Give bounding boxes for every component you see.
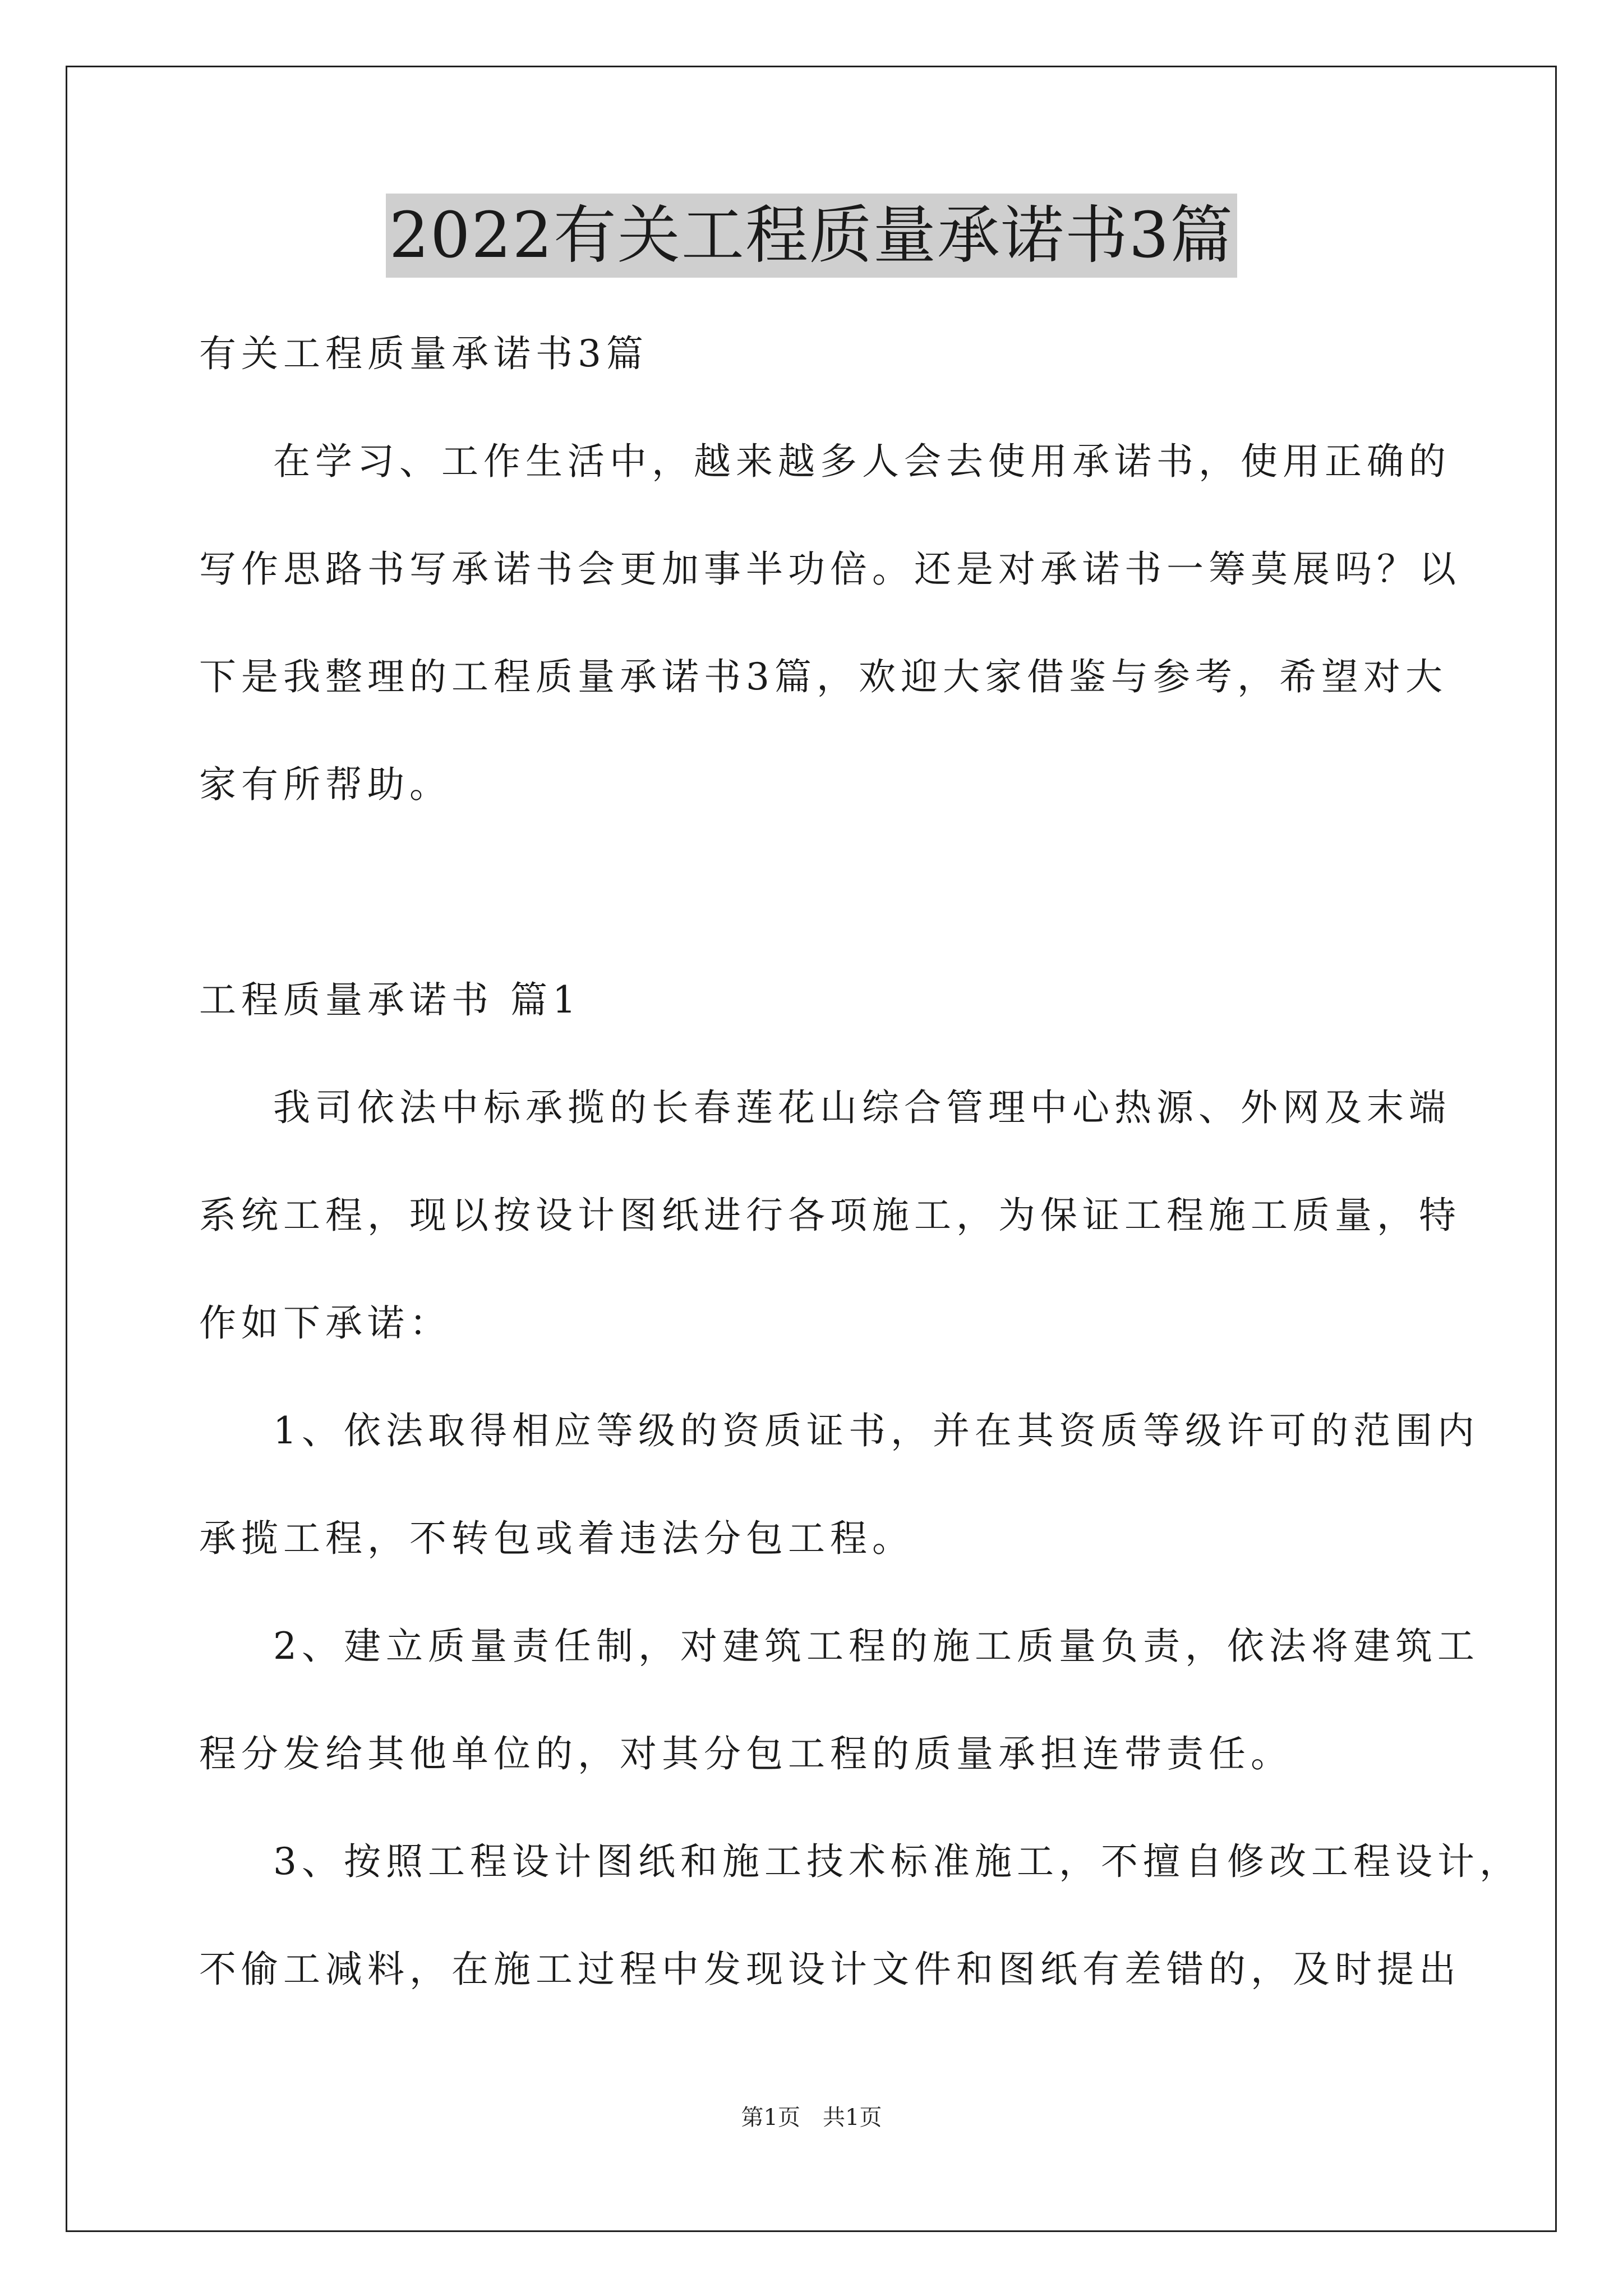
commitment-item-1-line: 承揽工程，不转包或着违法分包工程。 [199, 1517, 914, 1560]
paragraph-gap [199, 839, 1427, 946]
section-intro-line: 系统工程，现以按设计图纸进行各项施工，为保证工程施工质量，特 [199, 1194, 1461, 1237]
document-body [199, 300, 1521, 2023]
intro-line: 下是我整理的工程质量承诺书3篇，欢迎大家借鉴与参考，希望对大 [199, 655, 1447, 698]
title-container [0, 194, 1623, 278]
section-heading: 工程质量承诺书 篇1 [199, 978, 581, 1022]
commitment-item-2-line: 2、建立质量责任制，对建筑工程的施工质量负责，依法将建筑工 [273, 1625, 1479, 1668]
document-subtitle: 有关工程质量承诺书3篇 [199, 332, 648, 375]
commitment-item-2-line: 程分发给其他单位的，对其分包工程的质量承担连带责任。 [199, 1732, 1293, 1775]
document-title: 2022有关工程质量承诺书3篇 [386, 194, 1237, 278]
commitment-item-3-line: 3、按照工程设计图纸和施工技术标准施工，不擅自修改工程设计， [273, 1840, 1521, 1883]
section-intro-line: 我司依法中标承揽的长春莲花山综合管理中心热源、外网及末端 [273, 1086, 1451, 1129]
intro-line: 在学习、工作生活中，越来越多人会去使用承诺书，使用正确的 [273, 440, 1451, 483]
intro-line: 家有所帮助。 [199, 763, 451, 806]
intro-line: 写作思路书写承诺书会更加事半功倍。还是对承诺书一筹莫展吗？以 [199, 547, 1461, 591]
page-number-footer: 第1页 共1页 [741, 2105, 882, 2131]
commitment-item-1-line: 1、依法取得相应等级的资质证书，并在其资质等级许可的范围内 [273, 1409, 1479, 1452]
section-intro-line: 作如下承诺： [199, 1301, 451, 1345]
commitment-item-3-line: 不偷工减料，在施工过程中发现设计文件和图纸有差错的，及时提出 [199, 1948, 1461, 1991]
